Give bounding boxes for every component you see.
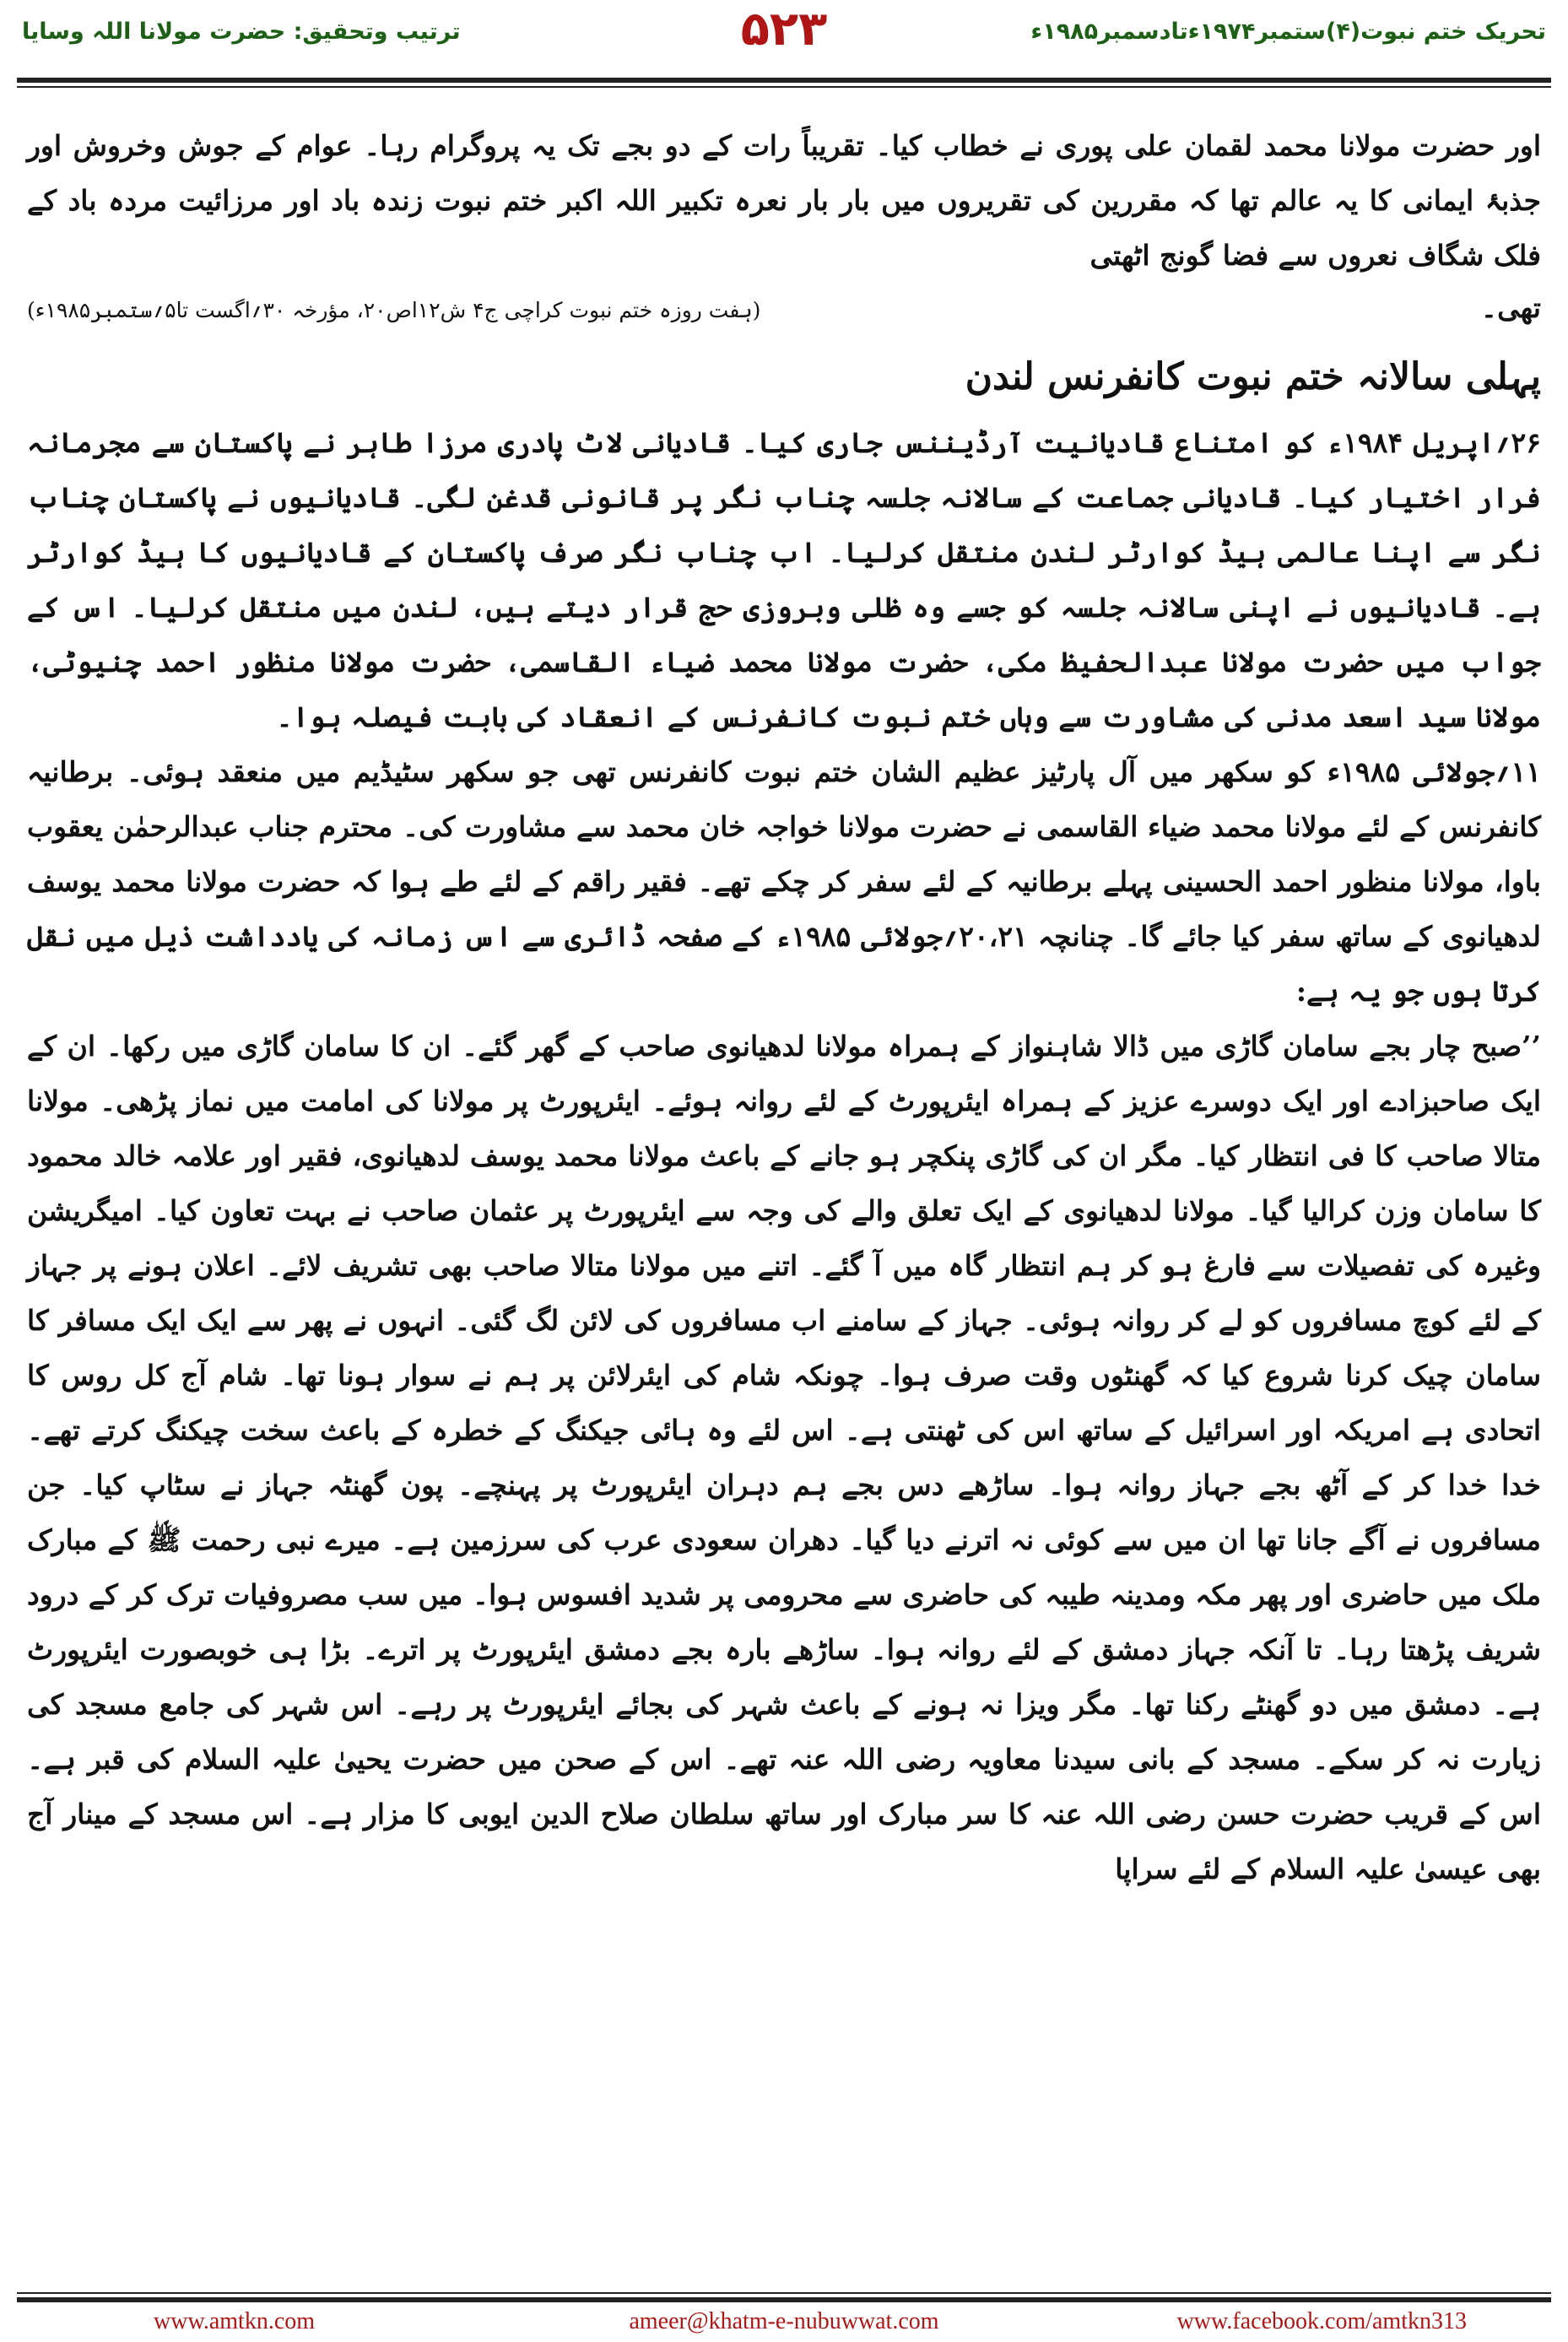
header-rule-thick xyxy=(17,78,1551,83)
paragraph-diary-quote: ’’صبح چار بجے سامان گاڑی میں ڈالا شاہنواز کے ہمراہ مولانا لدھیانوی صاحب کے گھر گئے۔ ان کا سامان گاڑی میں رکھا۔ ان کے ایک صاحبزادے اور ایک دوسرے عزیز کے ہمراہ ایئرپورٹ کے لئے روانہ ہوئے۔ ایئرپورٹ پر مولانا کی امامت میں نماز پڑھی۔ مولانا متالا صاحب کا فی انتظار کیا۔ مگر ان کی گاڑی پنکچر ہو جانے کے باعث مولانا محمد یوسف لدھیانوی، فقیر اور علامہ خالد محمود کا سامان وزن کرالیا گیا۔ مولانا لدھیانوی کے ایک تعلق والے کی وجہ سے ایئرپورٹ پر عثمان صاحب نے بہت تعاون کیا۔ امیگریشن وغیرہ کی تفصیلات سے فارغ ہو کر ہم انتظار گاہ میں آ گئے۔ اتنے میں مولانا متالا صاحب بھی تشریف لائے۔ اعلان ہونے پر جہاز کے لئے کوچ مسافروں کو لے کر روانہ ہوئی۔ جہاز کے سامنے اب مسافروں کی لائن لگ گئی۔ انہوں نے پھر سے ایک ایک مسافر کا سامان چیک کرنا شروع کیا کہ گھنٹوں وقت صرف ہوا۔ چونکہ شام کی ایئرلائن پر ہم نے سوار ہونا تھا۔ شام آج کل روس کا اتحادی ہے امریکہ اور اسرائیل کے ساتھ اس کی ٹھنتی ہے۔ اس لئے وہ ہائی جیکنگ کے خطرہ کے باعث سخت چیکنگ کرتے تھے۔ خدا خدا کر کے آٹھ بجے جہاز روانہ ہوا۔ ساڑھے دس بجے ہم دہران ایئرپورٹ پر پہنچے۔ پون گھنٹہ جہاز نے سٹاپ کیا۔ جن مسافروں نے آگے جانا تھا ان میں سے کوئی نہ اترنے دیا گیا۔ دھران سعودی عرب کی سرزمین ہے۔ میرے نبی رحمت ﷺ کے مبارک ملک میں حاضری اور پھر مکہ ومدینہ طیبہ کی حاضری سے محرومی پر شدید افسوس ہوا۔ میں سب مصروفیات ترک کر کے درود شریف پڑھتا رہا۔ تا آنکہ جہاز دمشق کے لئے روانہ ہوا۔ ساڑھے بارہ بجے دمشق ایئرپورٹ پر اترے۔ بڑا ہی خوبصورت ایئرپورٹ ہے۔ دمشق میں دو گھنٹے رکنا تھا۔ مگر ویزا نہ ہونے کے باعث شہر کی بجائے ایئرپورٹ پر رہے۔ اس شہر کی جامع مسجد کی زیارت نہ کر سکے۔ مسجد کے بانی سیدنا معاویہ رضی اللہ عنہ تھے۔ اس کے صحن میں حضرت یحییٰ علیہ السلام کی قبر ہے۔ اس کے قریب حضرت حسن رضی اللہ عنہ کا سر مبارک اور ساتھ سلطان صلاح الدین ایوبی کا مزار ہے۔ اس مسجد کے مینار آج بھی عیسیٰ علیہ السلام کے لئے سراپا xyxy=(27,1030,1541,1885)
section-heading: پہلی سالانہ ختم نبوت کانفرنس لندن xyxy=(965,355,1541,398)
footer-facebook-link[interactable]: www.facebook.com/amtkn313 xyxy=(1176,2308,1467,2334)
footer-email-link[interactable]: ameer@khatm-e-nubuwwat.com xyxy=(629,2308,939,2334)
page-header xyxy=(0,0,1568,72)
page-body xyxy=(27,118,1541,2266)
paragraph-tail: تھی۔ xyxy=(1480,291,1541,324)
header-compiler-credit: ترتیب وتحقیق: حضرت مولانا اللہ وسایا xyxy=(22,19,461,45)
source-citation: (ہفت روزہ ختم نبوت کراچی ج۴ ش۱۲اص۲۰، مؤرخہ ۳۰؍اگست تا۵؍ستمبر۱۹۸۵ء) xyxy=(27,298,761,322)
page-footer xyxy=(0,2308,1568,2339)
page-number: ۵۲۳ xyxy=(740,2,828,57)
header-book-title: تحریک ختم نبوت(۴)ستمبر۱۹۷۴ءتادسمبر۱۹۸۵ء xyxy=(1030,19,1546,45)
paragraph-ordinance: ۲۶؍اپریل ۱۹۸۴ء کو امتناع قادیانیت آرڈیننس جاری کیا۔ قادیانی لاٹ پادری مرزا طاہر نے پاکستان سے مجرمانہ فرار اختیار کیا۔ قادیانی جماعت کے سالانہ جلسہ چناب نگر پر قانونی قدغن لگی۔ قادیانیوں نے پاکستان چناب نگر سے اپنا عالمی ہیڈ کوارٹر لندن منتقل کرلیا۔ اب چناب نگر صرف پاکستان کے قادیانیوں کا ہیڈ کوارٹر ہے۔ قادیانیوں نے اپنی سالانہ جلسہ کو جسے وہ ظلی وبروزی حج قرار دیتے ہیں، لندن میں منتقل کرلیا۔ اس کے جواب میں حضرت مولانا عبدالحفیظ مکی، حضرت مولانا محمد ضیاء القاسمی، حضرت مولانا منظور احمد چنیوٹی، مولانا سید اسعد مدنی کی مشاورت سے وہاں ختم نبوت کانفرنس کے انعقاد کی بابت فیصلہ ہوا۔ xyxy=(27,426,1541,733)
paragraph-sukkur-conference-end: اور حضرت مولانا محمد لقمان علی پوری نے خطاب کیا۔ تقریباً رات کے دو بجے تک یہ پروگرام رہا۔ عوام کے جوش وخروش اور جذبۂ ایمانی کا یہ عالم تھا کہ مقررین کی تقریروں میں بار بار نعرہ تکبیر اللہ اکبر ختم نبوت زندہ باد اور مرزائیت مردہ باد کے فلک شگاف نعروں سے فضا گونج اٹھتی xyxy=(27,129,1541,272)
footer-website-link[interactable]: www.amtkn.com xyxy=(154,2308,316,2334)
header-rule-thin xyxy=(17,86,1551,88)
paragraph-travel-plan: ۱۱؍جولائی ۱۹۸۵ء کو سکھر میں آل پارٹیز عظیم الشان ختم نبوت کانفرنس تھی جو سکھر سٹیڈیم میں منعقد ہوئی۔ برطانیہ کانفرنس کے لئے مولانا محمد ضیاء القاسمی نے حضرت مولانا خواجہ خان محمد سے مشاورت کی۔ محترم جناب عبدالرحمٰن یعقوب باوا، مولانا منظور احمد الحسینی پہلے برطانیہ کے لئے سفر کر چکے تھے۔ فقیر راقم کے لئے طے ہوا کہ حضرت مولانا محمد یوسف لدھیانوی کے ساتھ سفر کیا جائے گا۔ چنانچہ ۲۰،۲۱؍جولائی ۱۹۸۵ء کے صفحہ ڈائری سے اس زمانہ کی یادداشت ذیل میں نقل کرتا ہوں جو یہ ہے: xyxy=(27,755,1541,1008)
citation-row xyxy=(27,283,1541,336)
footer-rule-thin xyxy=(17,2292,1551,2294)
footer-rule-thick xyxy=(17,2297,1551,2302)
